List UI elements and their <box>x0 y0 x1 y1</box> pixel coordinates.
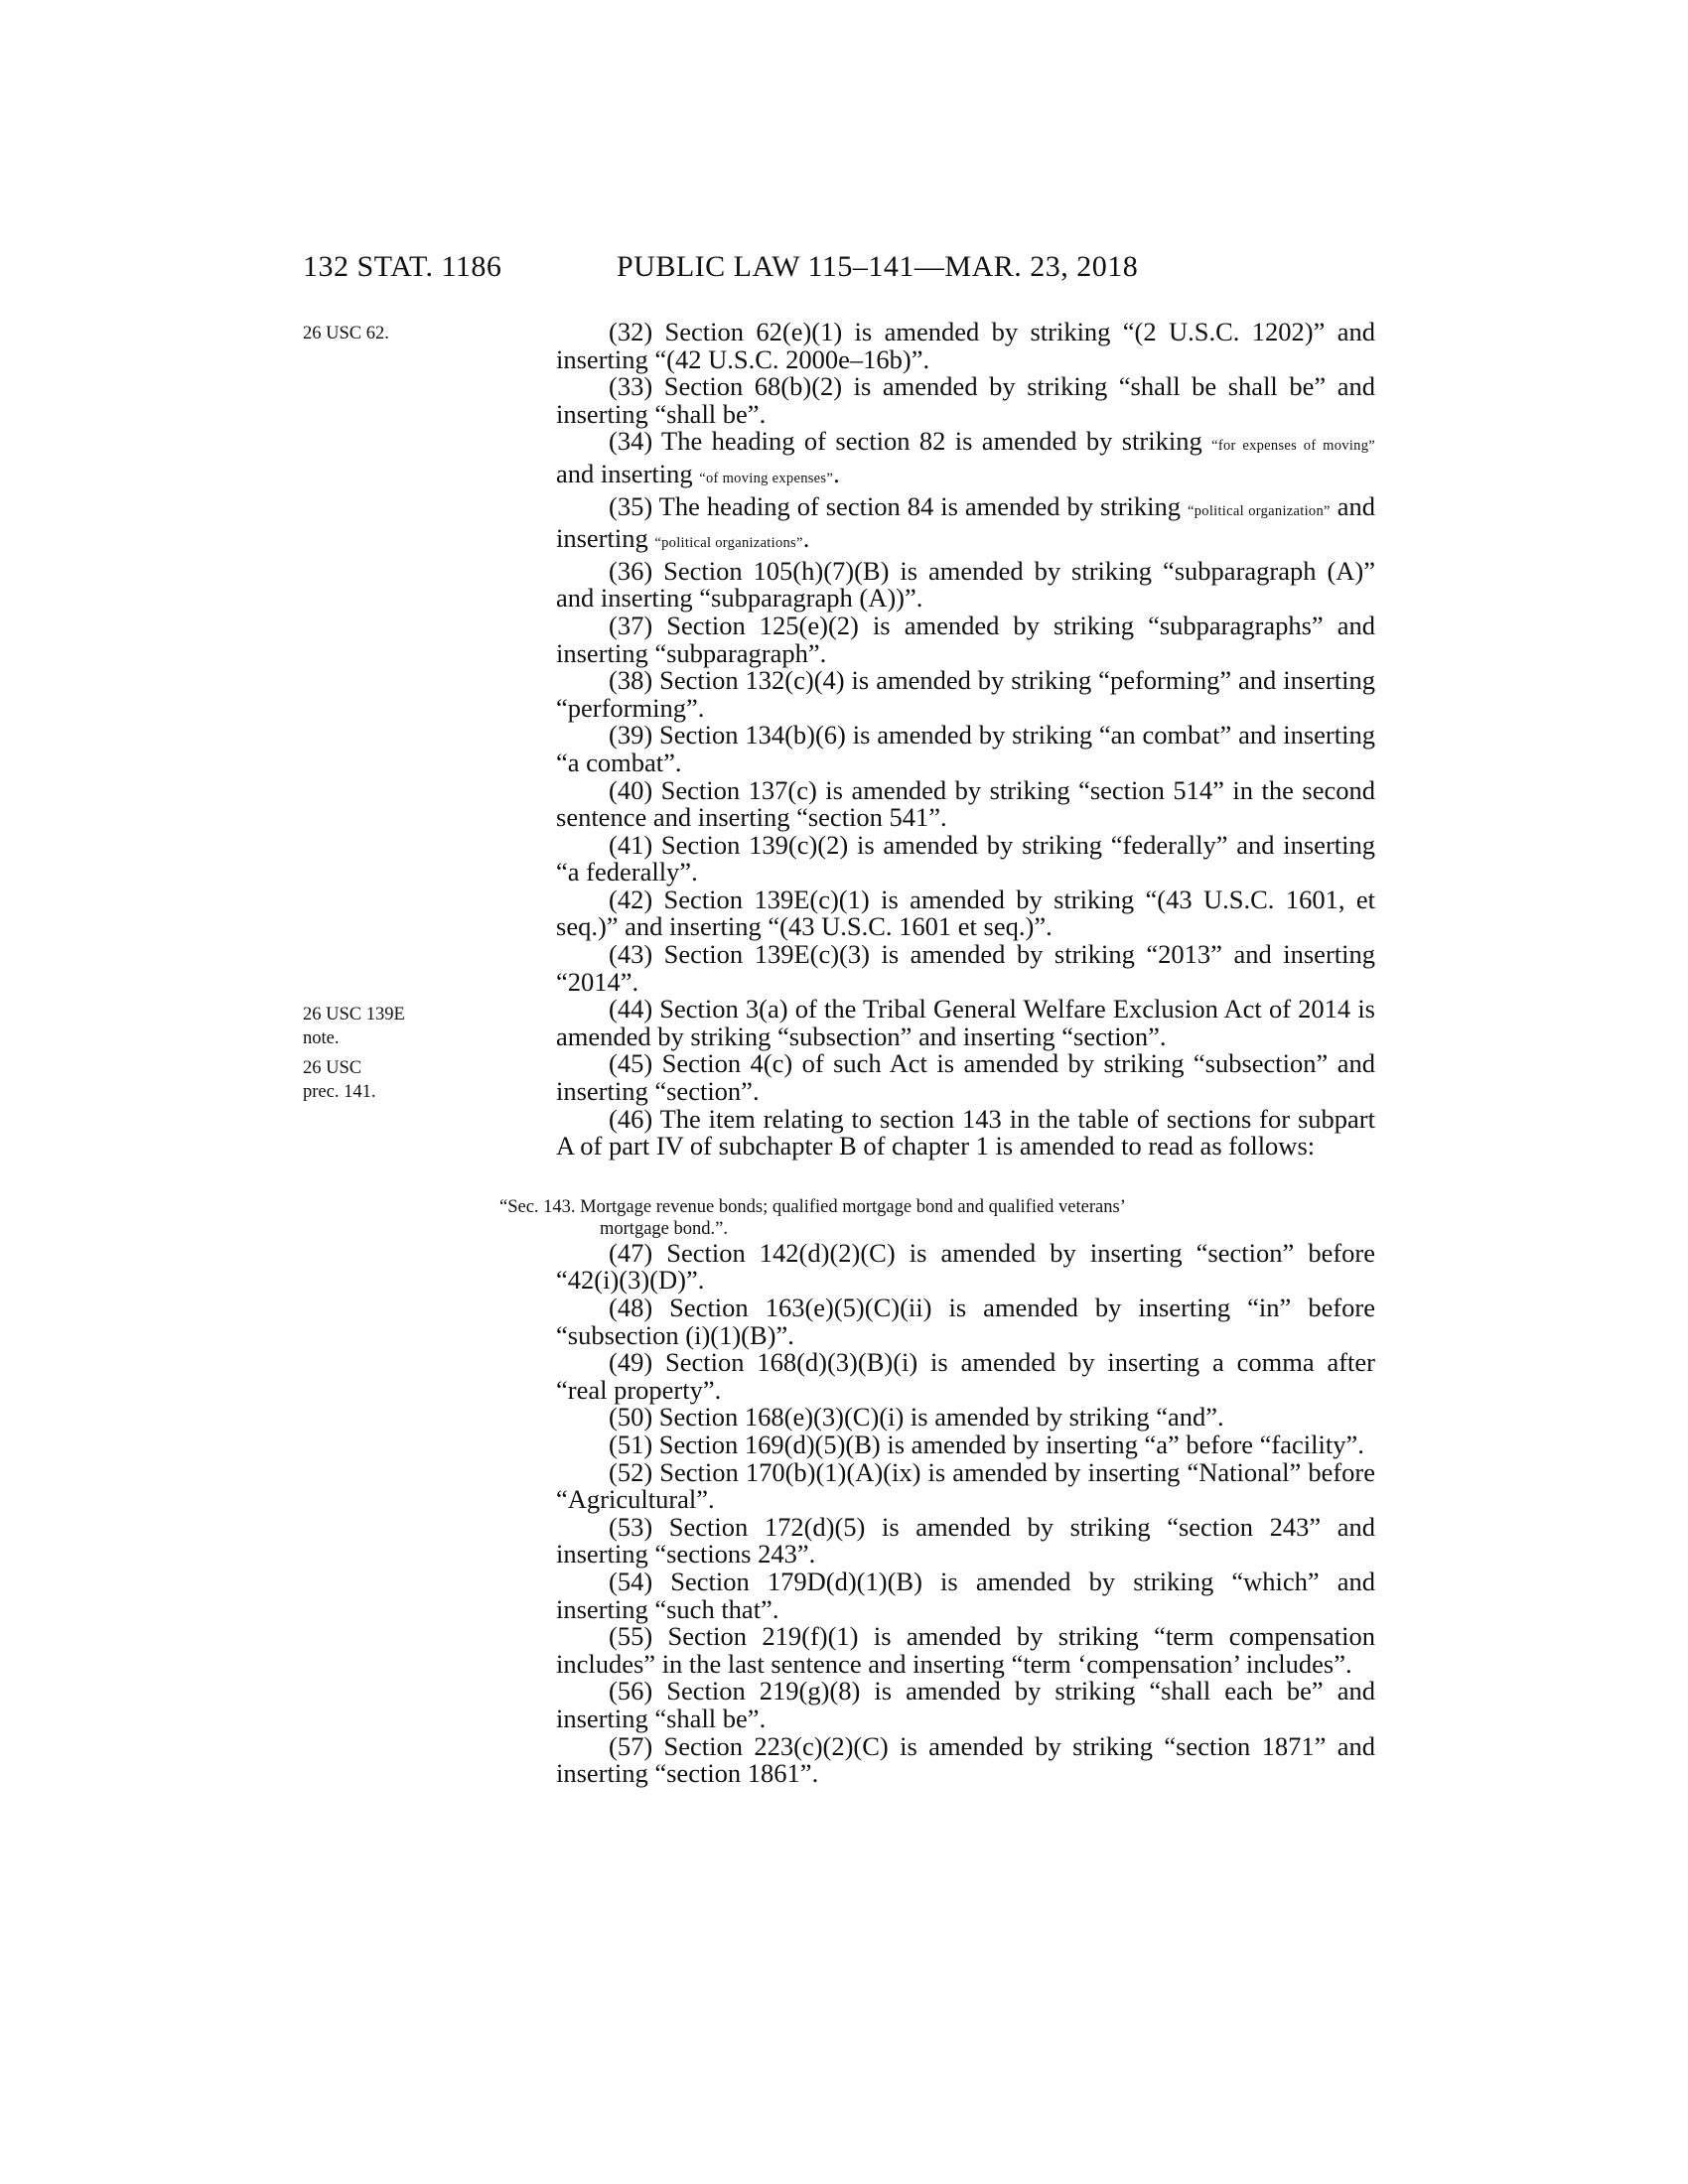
paragraph: (32) Section 62(e)(1) is amended by striking “(2 U.S.C. 1202)” and inserting “(42 U.S.C. 2000e–16b)”. <box>556 317 1375 374</box>
paragraph <box>556 490 1376 558</box>
page-header <box>0 250 1688 290</box>
paragraph-text: (34) The heading of section 82 is amended by striking <box>609 426 1212 457</box>
paragraph: (45) Section 4(c) of such Act is amended by striking “subsection” and inserting “section”. <box>556 1048 1375 1107</box>
paragraph: (44) Section 3(a) of the Tribal General Welfare Exclusion Act of 2014 is amended by striking “subsection” and inserting “section”. <box>556 994 1375 1051</box>
stat-citation: 132 STAT. 1186 <box>303 250 502 283</box>
paragraph: (41) Section 139(c)(2) is amended by striking “federally” and inserting “a federally”. <box>556 829 1375 887</box>
paragraph-text: . <box>833 458 840 488</box>
paragraph: (53) Section 172(d)(5) is amended by striking “section 243” and inserting “sections 243”. <box>556 1511 1375 1570</box>
paragraph: (46) The item relating to section 143 in the table of sections for subpart A of part IV of subchapter B of chapter 1 is amended to read as follows: <box>556 1103 1375 1161</box>
paragraph-text: and inserting <box>556 490 1376 554</box>
document-body <box>499 317 1376 1789</box>
paragraph: (57) Section 223(c)(2)(C) is amended by striking “section 1871” and inserting “section 1861”. <box>556 1730 1375 1789</box>
paragraph: (42) Section 139E(c)(1) is amended by striking “(43 U.S.C. 1601, et seq.)” and inserting “(43 U.S.C. 1601 et seq.)”. <box>556 884 1375 942</box>
paragraph: (55) Section 219(f)(1) is amended by striking “term compensation includes” in the last sentence and inserting “term ‘compensation’ includes”. <box>556 1621 1375 1679</box>
paragraph: (37) Section 125(e)(2) is amended by striking “subparagraphs” and inserting “subparagraph”. <box>556 610 1375 668</box>
paragraph: (52) Section 170(b)(1)(A)(ix) is amended by inserting “National” before “Agricultural”. <box>556 1456 1375 1515</box>
margin-note: note. <box>303 1028 340 1048</box>
paragraph: (36) Section 105(h)(7)(B) is amended by striking “subparagraph (A)” and inserting “subparagraph (A))”. <box>556 555 1375 614</box>
paragraph-text: . <box>802 523 810 554</box>
struck-heading-text: “for expenses of moving” <box>1211 438 1375 455</box>
spacer <box>556 1160 1375 1182</box>
margin-note: prec. 141. <box>303 1082 376 1102</box>
paragraph: (43) Section 139E(c)(3) is amended by striking “2013” and inserting “2014”. <box>556 939 1375 997</box>
paragraph <box>556 428 1375 492</box>
law-title: PUBLIC LAW 115–141—MAR. 23, 2018 <box>617 250 1139 283</box>
table-of-sections-item <box>499 1196 1375 1240</box>
inserted-heading-text: “political organizations” <box>654 535 803 552</box>
paragraph: (51) Section 169(d)(5)(B) is amended by inserting “a” before “facility”. <box>609 1429 1364 1459</box>
paragraph: (38) Section 132(c)(4) is amended by striking “peforming” and inserting “performing”. <box>556 665 1375 723</box>
margin-note: 26 USC 139E <box>303 1005 405 1024</box>
paragraph-text: and inserting <box>556 458 700 488</box>
paragraph: (39) Section 134(b)(6) is amended by striking “an combat” and inserting “a combat”. <box>556 720 1375 777</box>
table-item-text: “Sec. 143. Mortgage revenue bonds; qualified mortgage bond and qualified veterans’ <box>499 1196 1126 1217</box>
struck-heading-text: “political organization” <box>1187 502 1331 519</box>
paragraph: (48) Section 163(e)(5)(C)(ii) is amended by inserting “in” before “subsection (i)(1)(B)”. <box>556 1293 1375 1350</box>
paragraph: (40) Section 137(c) is amended by striking “section 514” in the second sentence and inserting “section 541”. <box>556 774 1375 833</box>
paragraph: (49) Section 168(d)(3)(B)(i) is amended by inserting a comma after “real property”. <box>556 1347 1375 1405</box>
paragraph: (47) Section 142(d)(2)(C) is amended by inserting “section” before “42(i)(3)(D)”. <box>556 1237 1375 1296</box>
inserted-heading-text: “of moving expenses” <box>699 470 834 486</box>
margin-note: 26 USC 62. <box>303 324 389 343</box>
paragraph-text: (35) The heading of section 84 is amended by striking <box>609 490 1188 521</box>
paragraph: (33) Section 68(b)(2) is amended by striking “shall be shall be” and inserting “shall be”. <box>556 371 1375 429</box>
paragraph: (54) Section 179D(d)(1)(B) is amended by striking “which” and inserting “such that”. <box>556 1566 1375 1624</box>
table-item-continuation: mortgage bond.”. <box>600 1218 728 1239</box>
margin-note: 26 USC <box>303 1058 362 1078</box>
paragraph: (50) Section 168(e)(3)(C)(i) is amended by striking “and”. <box>609 1402 1224 1433</box>
paragraph: (56) Section 219(g)(8) is amended by striking “shall each be” and inserting “shall be”. <box>556 1676 1375 1733</box>
